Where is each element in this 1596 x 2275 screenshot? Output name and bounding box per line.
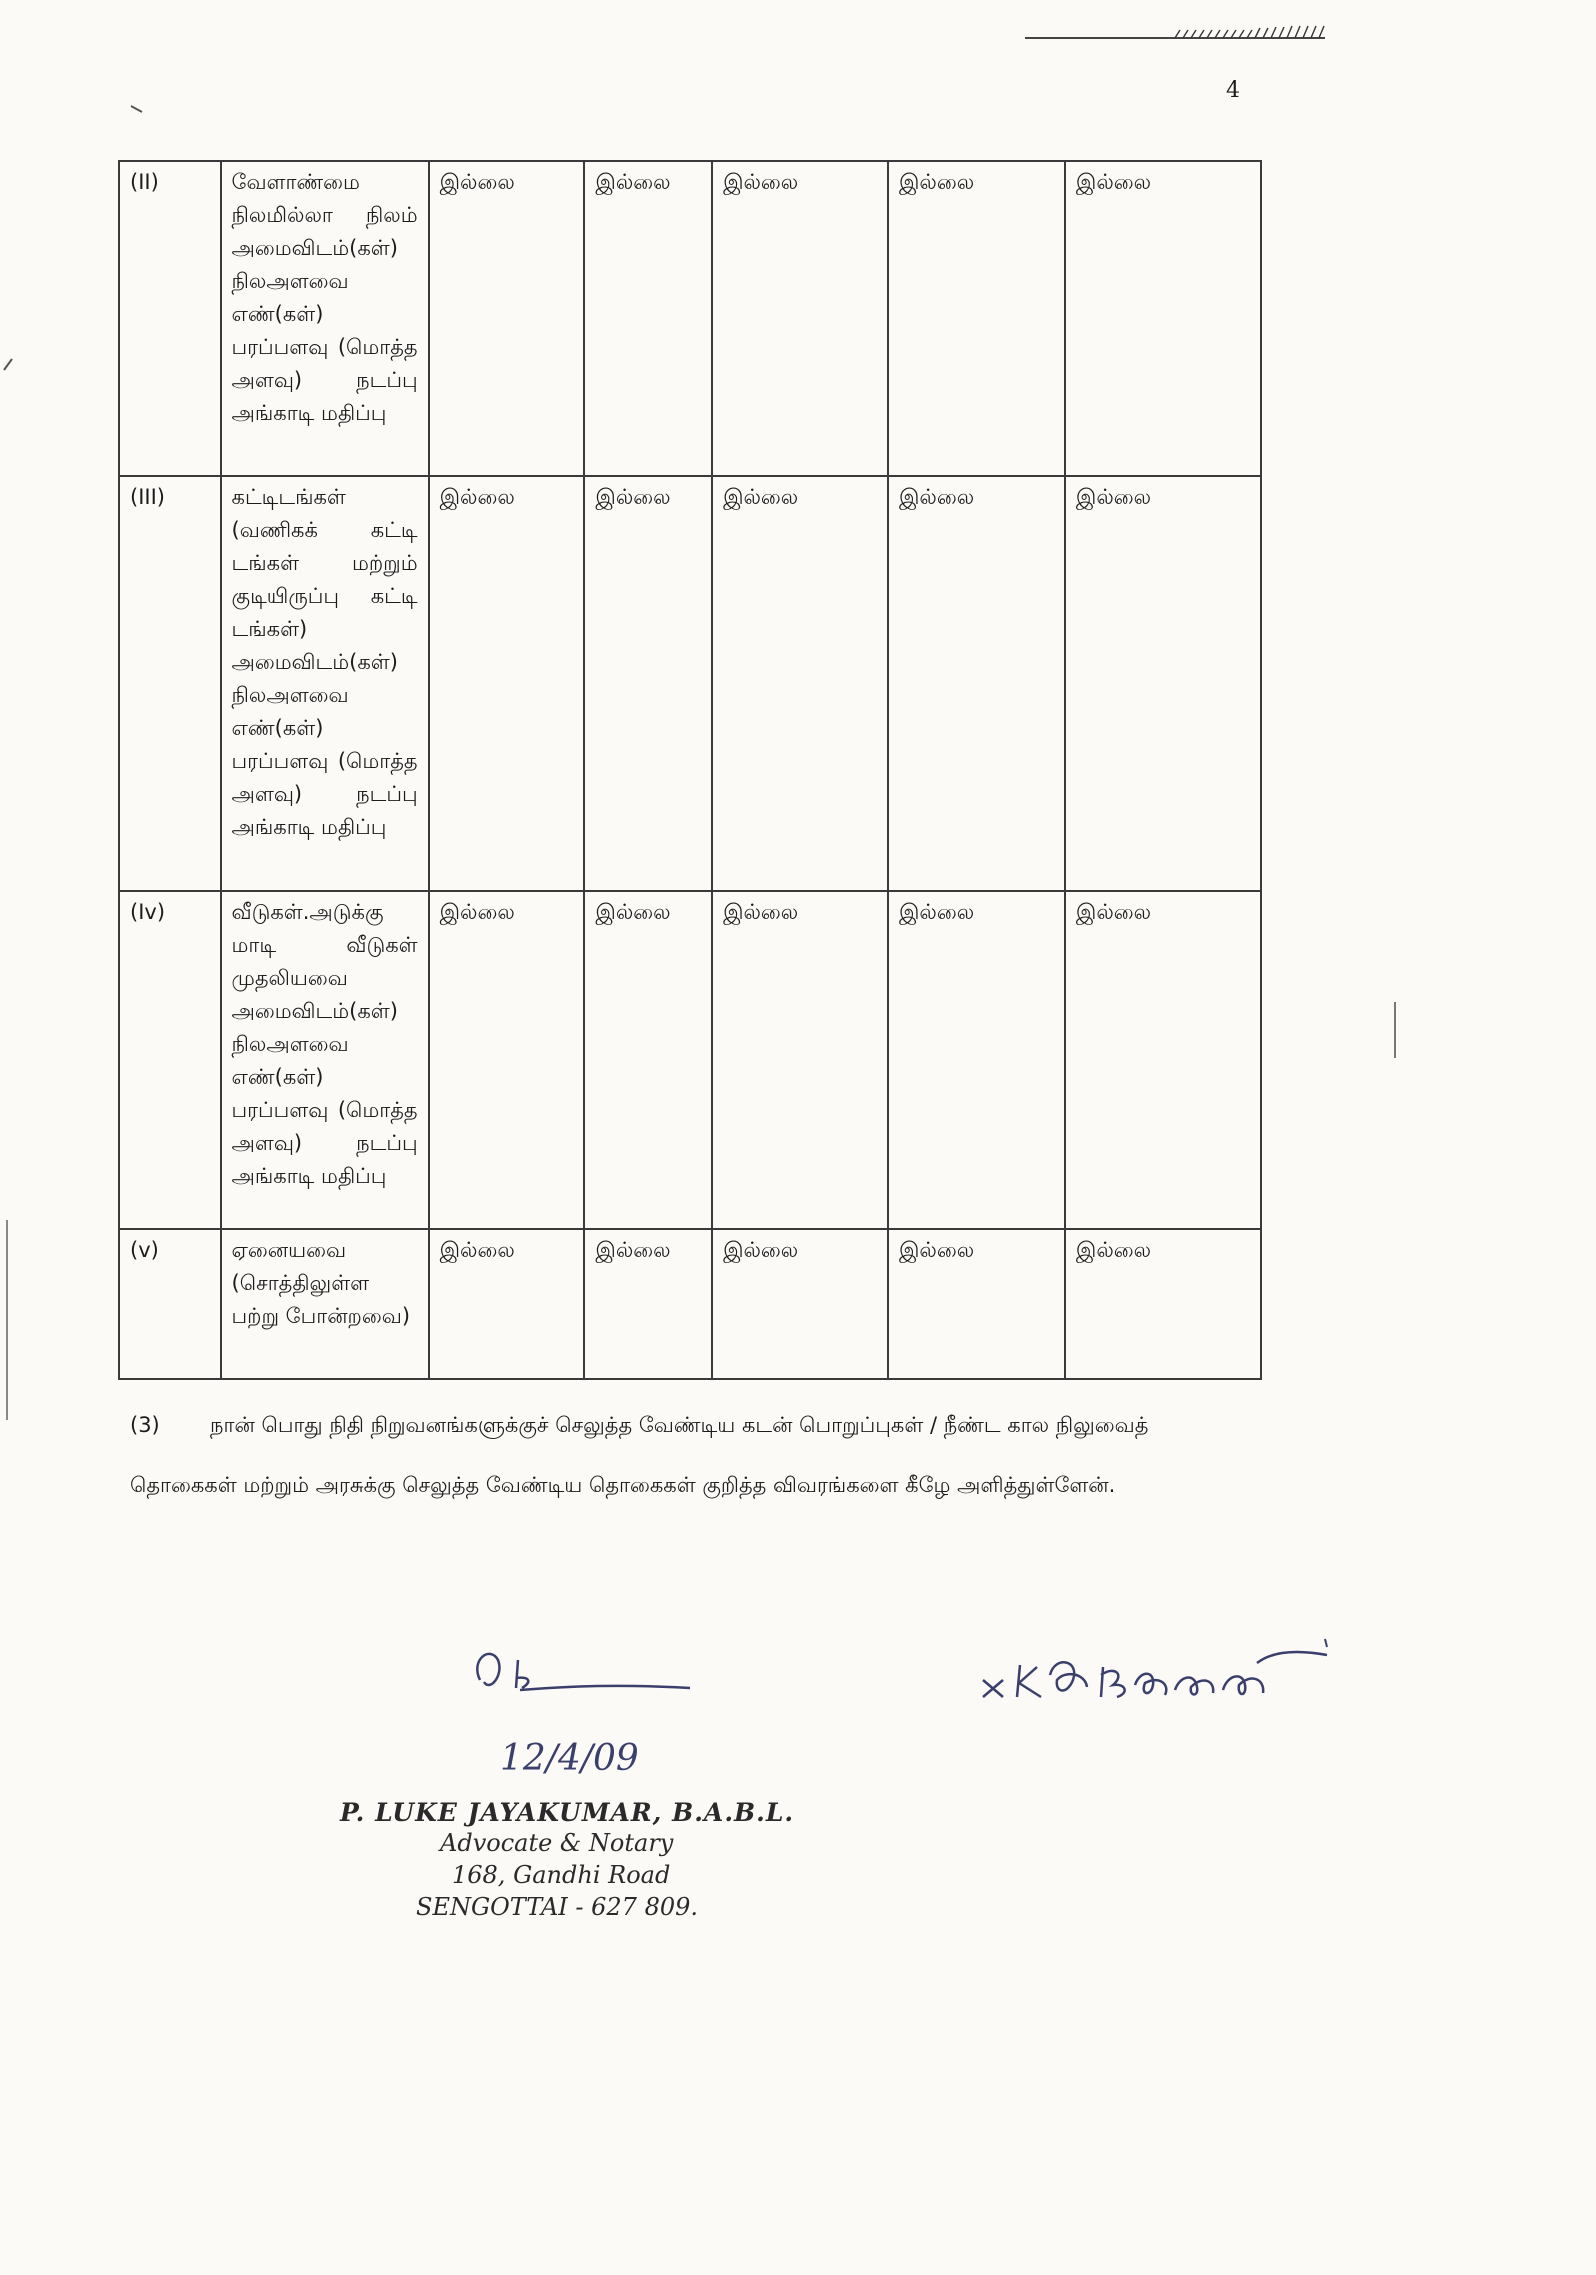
row-number: (Iv) <box>119 891 221 1229</box>
table-row <box>119 1229 1261 1379</box>
row-value: இல்லை <box>1065 1229 1261 1379</box>
row-value: இல்லை <box>584 161 712 476</box>
row-number: (v) <box>119 1229 221 1379</box>
row-value: இல்லை <box>584 1229 712 1379</box>
row-description: கட்டிடங்கள் (வணிகக் கட்டி டங்கள் மற்றும் குடியிருப்பு கட்டி டங்கள்) அமைவிடம்(கள்) நிலஅளவை எண்(கள்) பரப்பளவு (மொத்த அளவு) நடப்பு அங்காடி மதிப்பு <box>221 476 429 891</box>
row-number: (II) <box>119 161 221 476</box>
row-value: இல்லை <box>584 476 712 891</box>
row-value: இல்லை <box>888 1229 1065 1379</box>
row-value: இல்லை <box>584 891 712 1229</box>
notary-name: P. LUKE JAYAKUMAR, B.A.B.L. <box>340 1798 795 1827</box>
row-value: இல்லை <box>888 476 1065 891</box>
row-value: இல்லை <box>1065 891 1261 1229</box>
page-number: 4 <box>1226 78 1240 103</box>
row-value: இல்லை <box>712 476 888 891</box>
row-value: இல்லை <box>429 1229 585 1379</box>
row-value: இல்லை <box>1065 161 1261 476</box>
row-description: ஏனையவை (சொத்திலுள்ள பற்று போன்றவை) <box>221 1229 429 1379</box>
scan-speck <box>1392 1000 1398 1060</box>
notary-address: 168, Gandhi Road <box>452 1861 671 1889</box>
row-value: இல்லை <box>888 161 1065 476</box>
scan-speck <box>2 356 16 372</box>
notary-title: Advocate & Notary <box>440 1829 674 1857</box>
scan-speck <box>130 104 144 114</box>
notary-city: SENGOTTAI - 627 809. <box>416 1893 699 1921</box>
row-description: வீடுகள்.அடுக்கு மாடி வீடுகள் முதலியவை அமைவிடம்(கள்) நிலஅளவை எண்(கள்) பரப்பளவு (மொத்த அளவு) நடப்பு அங்காடி மதிப்பு <box>221 891 429 1229</box>
row-value: இல்லை <box>429 161 585 476</box>
notary-stamp <box>340 1798 860 1923</box>
scan-edge <box>4 1220 10 1420</box>
assets-table <box>118 160 1262 1380</box>
row-value: இல்லை <box>712 161 888 476</box>
row-value: இல்லை <box>712 891 888 1229</box>
row-value: இல்லை <box>888 891 1065 1229</box>
row-value: இல்லை <box>1065 476 1261 891</box>
declaration-paragraph <box>130 1395 1245 1515</box>
row-value: இல்லை <box>429 476 585 891</box>
table-row <box>119 476 1261 891</box>
row-description: வேளாண்மை நிலமில்லா நிலம் அமைவிடம்(கள்) நிலஅளவை எண்(கள்) பரப்பளவு (மொத்த அளவு) நடப்பு அங்காடி மதிப்பு <box>221 161 429 476</box>
table-row <box>119 891 1261 1229</box>
header-stamp-mark <box>1025 22 1335 44</box>
signature-date: 12/4/09 <box>500 1738 639 1779</box>
paragraph-text: நான் பொது நிதி நிறுவனங்களுக்குச் செலுத்த வேண்டிய கடன் பொறுப்புகள் / நீண்ட கால நிலுவைத் தொகைகள் மற்றும் அரசுக்கு செலுத்த வேண்டிய தொகைகள் குறித்த விவரங்களை கீழே அளித்துள்ளேன். <box>130 1413 1149 1497</box>
notary-signature <box>460 1640 700 1790</box>
declarant-signature <box>975 1635 1335 1715</box>
paragraph-number: (3) <box>130 1413 160 1437</box>
row-value: இல்லை <box>712 1229 888 1379</box>
table-row <box>119 161 1261 476</box>
row-value: இல்லை <box>429 891 585 1229</box>
row-number: (III) <box>119 476 221 891</box>
